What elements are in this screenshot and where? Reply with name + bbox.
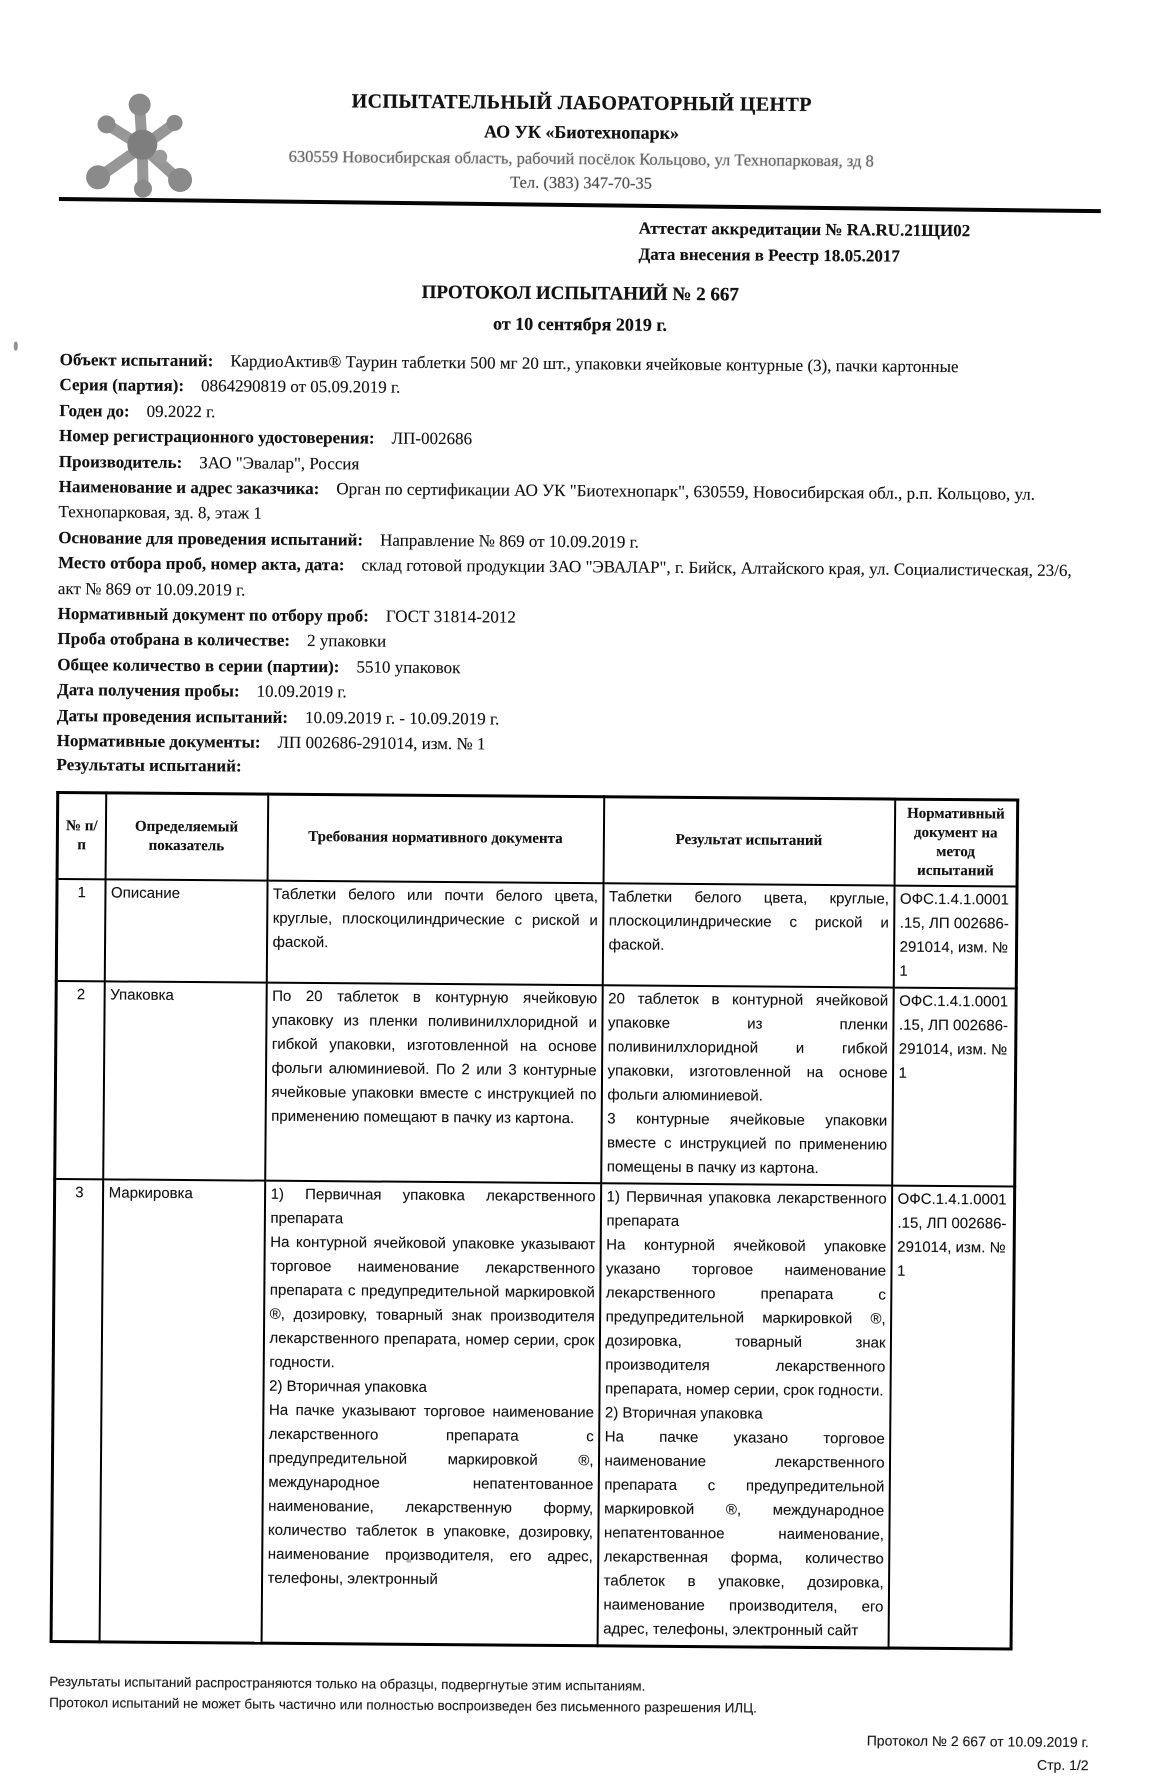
field-label: Производитель: bbox=[58, 451, 183, 472]
table-cell-method: ОФС.1.4.1.0001.15, ЛП 002686-291014, изм. № 1 bbox=[893, 885, 1017, 988]
footer-note-scope: Результаты испытаний распространяются только на образцы, подвергнутые этим испытаниям. bbox=[49, 1673, 646, 1694]
table-header-cell: Определяемый показатель bbox=[105, 792, 268, 880]
table-cell-number: 2 bbox=[55, 980, 105, 1178]
org-address: 630559 Новосибирская область, рабочий посёлок Кольцово, ул Технопарковая, зд 8 bbox=[288, 146, 874, 171]
table-cell-indicator: Описание bbox=[104, 879, 267, 982]
cell-paragraph: Таблетки белого или почти белого цвета, круглые, плоскоцилиндрические с риской и фаской. bbox=[272, 885, 599, 951]
table-cell-result bbox=[601, 985, 894, 1185]
footer-notes bbox=[49, 1670, 1089, 1720]
field-label: Серия (партия): bbox=[59, 375, 185, 396]
cell-paragraph: 1) Первичная упаковка лекарственного препарата bbox=[606, 1187, 887, 1230]
table-header-cell: Результат испытаний bbox=[603, 796, 895, 885]
cell-paragraph: 1) Первичная упаковка лекарственного препарата bbox=[270, 1185, 596, 1227]
field-value: ЛП-002686 bbox=[391, 428, 473, 449]
results-table-header-row bbox=[57, 792, 1018, 886]
table-cell-method: ОФС.1.4.1.0001.15, ЛП 002686-291014, изм. № 1 bbox=[892, 987, 1017, 1186]
field-value: склад готовой продукции ЗАО "ЭВАЛАР", г. Бийск, Алтайского края, ул. Социалистическая, 23/6, акт № 869 от 10.09.2019 г. bbox=[57, 555, 1072, 600]
protocol-title-line1: ПРОТОКОЛ ИСПЫТАНИЙ № 2 667 bbox=[421, 281, 739, 306]
field-value: Направление № 869 от 10.09.2019 г. bbox=[379, 530, 639, 552]
table-cell-indicator: Упаковка bbox=[103, 981, 267, 1180]
protocol-title-line2: от 10 сентября 2019 г. bbox=[492, 313, 667, 335]
cell-paragraph: Таблетки белого цвета, круглые, плоскоцилиндрические с риской и фаской. bbox=[608, 887, 890, 954]
table-cell-requirements bbox=[261, 1180, 601, 1645]
field-value: ЛП 002686-291014, изм. № 1 bbox=[277, 732, 486, 754]
registry-date: Дата внесения в Реестр 18.05.2017 bbox=[638, 244, 900, 266]
scan-artifact bbox=[14, 342, 18, 351]
field-value: 5510 упаковок bbox=[356, 657, 461, 678]
field-label: Основание для проведения испытаний: bbox=[58, 527, 364, 550]
cell-paragraph: 3 контурные ячейковые упаковки вместе с инструкцией по применению помещены в пачку из картона. bbox=[606, 1109, 888, 1177]
field-value: Орган по сертификации АО УК "Биотехнопарк", 630559, Новосибирская обл., р.п. Кольцово, ул. Технопарковая, зд. 8, этаж 1 bbox=[58, 479, 1035, 524]
field-label: Нормативные документы: bbox=[56, 731, 261, 752]
field-label: Объект испытаний: bbox=[59, 350, 214, 371]
cell-paragraph: На контурной ячейковой упаковке указывают торговое наименование лекарственного препарата с предупредительной маркировкой ®, дозировку, товарный знак производителя лекарственного препарата, номер серии, срок годности. bbox=[269, 1233, 596, 1371]
field-value: 0864290819 от 05.09.2019 г. bbox=[200, 376, 401, 398]
table-cell-method: ОФС.1.4.1.0001.15, ЛП 002686-291014, изм. № 1 bbox=[888, 1185, 1015, 1648]
results-table bbox=[50, 790, 1020, 1650]
field-value: 10.09.2019 г. - 10.09.2019 г. bbox=[304, 707, 500, 729]
footer-reference bbox=[49, 1722, 1089, 1776]
protocol-title bbox=[60, 275, 1100, 343]
footer-page-number: Стр. 1/2 bbox=[1037, 1756, 1089, 1773]
field-label: Номер регистрационного удостоверения: bbox=[58, 426, 375, 448]
table-cell-requirements bbox=[266, 880, 603, 985]
field-label: Нормативный документ по отбору проб: bbox=[57, 604, 369, 626]
field-list bbox=[57, 347, 1100, 762]
table-cell-number: 1 bbox=[56, 879, 105, 981]
cell-paragraph: На контурной ячейковой упаковке указано торговое наименование лекарственного препарата с предупредительной маркировкой ®, дозировка, товарный знак производителя лекарственного препарата, номер серии, срок годности. bbox=[605, 1235, 887, 1400]
field-value: ГОСТ 31814-2012 bbox=[385, 606, 516, 627]
footer-protocol-ref: Протокол № 2 667 от 10.09.2019 г. bbox=[866, 1731, 1089, 1750]
field-value: 09.2022 г. bbox=[146, 401, 216, 422]
table-row bbox=[55, 980, 1017, 1186]
table-cell-indicator: Маркировка bbox=[99, 1179, 265, 1643]
footer-note-reproduction: Протокол испытаний не может быть частично или полностью воспроизведен без письменного разрешения ИЛЦ. bbox=[49, 1694, 757, 1716]
field-label: Даты проведения испытаний: bbox=[56, 705, 289, 727]
field-value: 2 упаковки bbox=[306, 631, 387, 652]
table-header-cell: № п/п bbox=[57, 792, 106, 879]
table-cell-result bbox=[602, 883, 894, 987]
org-company: АО УК «Биотехнопарк» bbox=[483, 121, 680, 143]
cell-paragraph: На пачке указано торговое наименование лекарственного препарата с предупредительной маркировкой ®, международное непатентованное наименование, лекарственная форма, количество таблеток в упаковке, дозировка, наименование производителя, его адрес, телефоны, электронный сайт bbox=[603, 1427, 885, 1639]
cell-paragraph: 2) Вторичная упаковка bbox=[269, 1377, 427, 1396]
document-header bbox=[61, 0, 1102, 197]
field-label: Место отбора проб, номер акта, дата: bbox=[57, 553, 345, 575]
field-line bbox=[58, 550, 1098, 609]
table-header-cell: Нормативный документ на метод испытаний bbox=[894, 799, 1018, 886]
org-name: ИСПЫТАТЕЛЬНЫЙ ЛАБОРАТОРНЫЙ ЦЕНТР bbox=[351, 90, 812, 116]
cell-paragraph: На пачке указывают торговое наименование лекарственного препарата с предупредительной маркировкой ®, международное непатентованное наименование, лекарственную форму, количество таблеток в упаковке, дозировку, наименование производителя, его адрес, телефоны, электронный bbox=[267, 1401, 594, 1588]
table-cell-number: 3 bbox=[51, 1178, 103, 1641]
cell-paragraph: 2) Вторичная упаковка bbox=[604, 1403, 763, 1423]
scan-artifact bbox=[406, 1559, 411, 1563]
table-cell-requirements bbox=[265, 982, 603, 1183]
field-label: Годен до: bbox=[59, 400, 130, 421]
accreditation-block bbox=[638, 216, 1100, 272]
table-row bbox=[56, 879, 1017, 989]
field-value: КардиоАктив® Таурин таблетки 500 мг 20 шт., упаковки ячейковые контурные (3), пачки картонные bbox=[230, 351, 959, 377]
table-header-cell: Требования нормативного документа bbox=[267, 794, 604, 883]
results-section-label: Результаты испытаний: bbox=[56, 754, 242, 775]
field-value: 10.09.2019 г. bbox=[256, 681, 347, 702]
field-label: Проба отобрана в количестве: bbox=[57, 629, 291, 651]
field-value: ЗАО "Эвалар", Россия bbox=[199, 452, 360, 473]
field-line bbox=[58, 474, 1098, 533]
field-label: Наименование и адрес заказчика: bbox=[58, 477, 320, 499]
field-label: Общее количество в серии (партии): bbox=[57, 654, 340, 677]
cell-paragraph: По 20 таблеток в контурную ячейковую упаковку из пленки поливинилхлоридной и гибкой упаковки, изготовленной на основе фольги алюминиевой. По 2 или 3 контурные ячейковые упаковки вместе с инструкцией по применению помещают в пачку из картона. bbox=[271, 987, 598, 1127]
org-phone: Тел. (383) 347-70-35 bbox=[510, 172, 653, 193]
table-row bbox=[51, 1178, 1015, 1648]
cell-paragraph: 20 таблеток в контурной ячейковой упаковке из пленки поливинилхлоридной и гибкой упаковки, изготовленной на основе фольги алюминиевой. bbox=[607, 989, 889, 1105]
field-label: Дата получения пробы: bbox=[56, 680, 240, 701]
header-divider bbox=[59, 197, 1101, 213]
accreditation-number: Аттестат аккредитации № RA.RU.21ЩИ02 bbox=[638, 218, 971, 241]
table-cell-result bbox=[597, 1183, 892, 1648]
